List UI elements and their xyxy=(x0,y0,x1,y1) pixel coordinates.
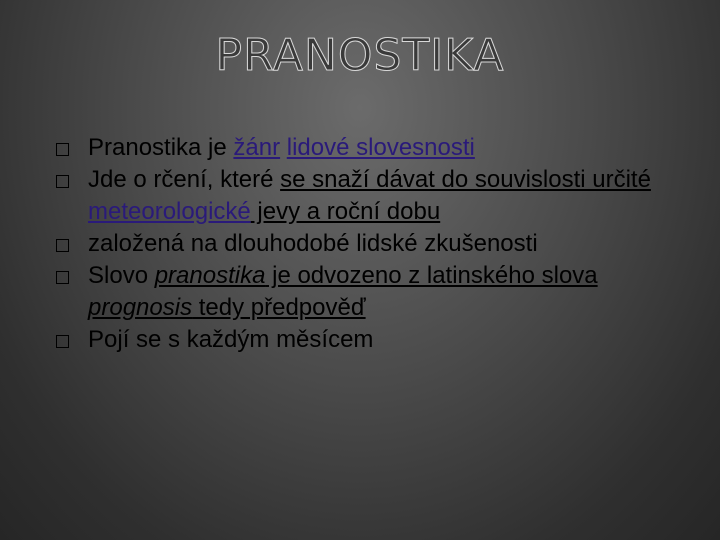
link-text[interactable]: je odvozeno z latinského slova xyxy=(265,262,598,289)
link-text[interactable]: jevy a roční dobu xyxy=(250,198,441,225)
square-bullet-icon xyxy=(56,335,69,348)
list-item xyxy=(50,324,670,356)
item-text: Pojí se s každým měsícem xyxy=(88,326,374,353)
list-item xyxy=(50,260,670,324)
list-item xyxy=(50,164,670,228)
square-bullet-icon xyxy=(56,239,69,252)
item-text: Slovo xyxy=(88,262,155,289)
list-item xyxy=(50,132,670,164)
link-text[interactable]: se snaží dávat do souvislosti určité xyxy=(280,166,651,193)
square-bullet-icon xyxy=(56,175,69,188)
square-bullet-icon xyxy=(56,271,69,284)
slide-title: PRANOSTIKA xyxy=(215,30,505,81)
link-zanr[interactable]: žánr xyxy=(233,134,281,161)
link-text[interactable]: tedy předpověď xyxy=(192,294,366,321)
item-text: založená na dlouhodobé lidské zkušenosti xyxy=(88,230,538,257)
list-item xyxy=(50,228,670,260)
link-lidove-slovesnosti[interactable]: lidové slovesnosti xyxy=(286,134,475,161)
item-text: Pranostika je xyxy=(88,134,234,161)
item-text xyxy=(280,134,287,161)
item-text: Jde o rčení, které xyxy=(88,166,281,193)
square-bullet-icon xyxy=(56,143,69,156)
link-prognosis[interactable]: prognosis xyxy=(88,294,193,321)
link-meteorologicke[interactable]: meteorologické xyxy=(88,198,251,225)
bullet-list xyxy=(50,132,670,356)
link-pranostika[interactable]: pranostika xyxy=(154,262,266,289)
